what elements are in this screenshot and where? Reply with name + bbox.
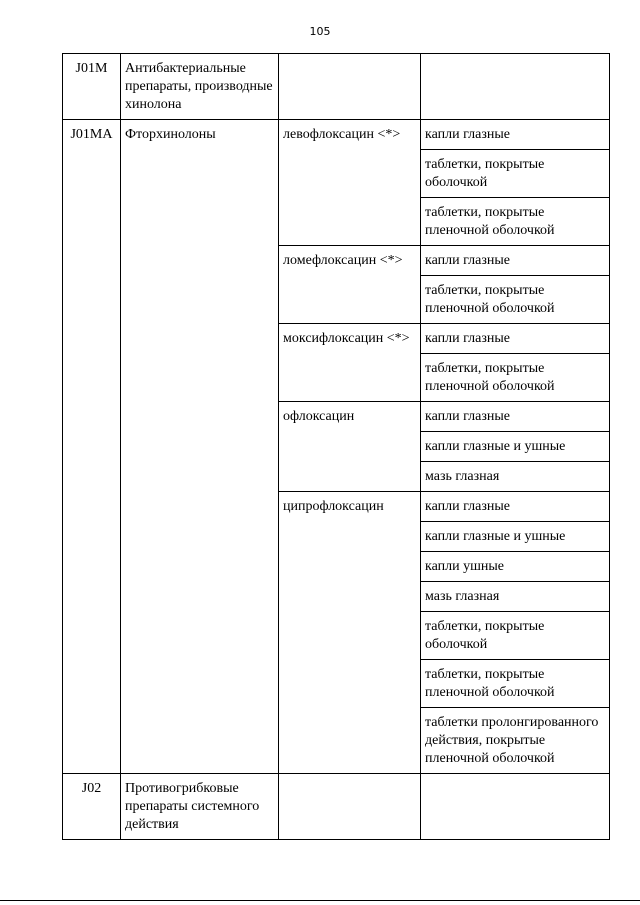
table-row <box>63 54 610 120</box>
dosage-form-cell: капли глазные <box>421 402 610 432</box>
atc-code-cell: J01MA <box>63 120 121 774</box>
dosage-form-cell: мазь глазная <box>421 462 610 492</box>
dosage-form-cell: таблетки пролонгированного действия, покрытые пленочной оболочкой <box>421 708 610 774</box>
drug-name-cell <box>279 54 421 120</box>
drug-name-cell: левофлоксацин <*> <box>279 120 421 246</box>
table-row <box>63 120 610 150</box>
drug-name-cell: офлоксацин <box>279 402 421 492</box>
dosage-form-cell <box>421 54 610 120</box>
dosage-form-cell: капли глазные <box>421 492 610 522</box>
atc-code-cell: J01M <box>63 54 121 120</box>
dosage-form-cell: таблетки, покрытые пленочной оболочкой <box>421 198 610 246</box>
drug-name-cell <box>279 774 421 840</box>
dosage-form-cell: капли глазные и ушные <box>421 522 610 552</box>
drug-name-cell: моксифлоксацин <*> <box>279 324 421 402</box>
group-name-cell: Антибактериальные препараты, производные хинолона <box>121 54 279 120</box>
dosage-form-cell: капли ушные <box>421 552 610 582</box>
group-name-cell: Фторхинолоны <box>121 120 279 774</box>
dosage-form-cell: таблетки, покрытые пленочной оболочкой <box>421 276 610 324</box>
drug-name-cell: ципрофлоксацин <box>279 492 421 774</box>
table-row <box>63 774 610 840</box>
dosage-form-cell: таблетки, покрытые пленочной оболочкой <box>421 354 610 402</box>
atc-code-cell: J02 <box>63 774 121 840</box>
dosage-form-cell: таблетки, покрытые оболочкой <box>421 150 610 198</box>
dosage-form-cell: таблетки, покрытые пленочной оболочкой <box>421 660 610 708</box>
dosage-form-cell: капли глазные <box>421 246 610 276</box>
dosage-form-cell: капли глазные и ушные <box>421 432 610 462</box>
dosage-form-cell: таблетки, покрытые оболочкой <box>421 612 610 660</box>
dosage-form-cell: капли глазные <box>421 324 610 354</box>
group-name-cell: Противогрибковые препараты системного действия <box>121 774 279 840</box>
page-number: 105 <box>309 25 331 38</box>
page-bottom-divider <box>0 900 640 901</box>
drug-name-cell: ломефлоксацин <*> <box>279 246 421 324</box>
dosage-form-cell: капли глазные <box>421 120 610 150</box>
drug-table <box>62 53 610 840</box>
dosage-form-cell: мазь глазная <box>421 582 610 612</box>
dosage-form-cell <box>421 774 610 840</box>
